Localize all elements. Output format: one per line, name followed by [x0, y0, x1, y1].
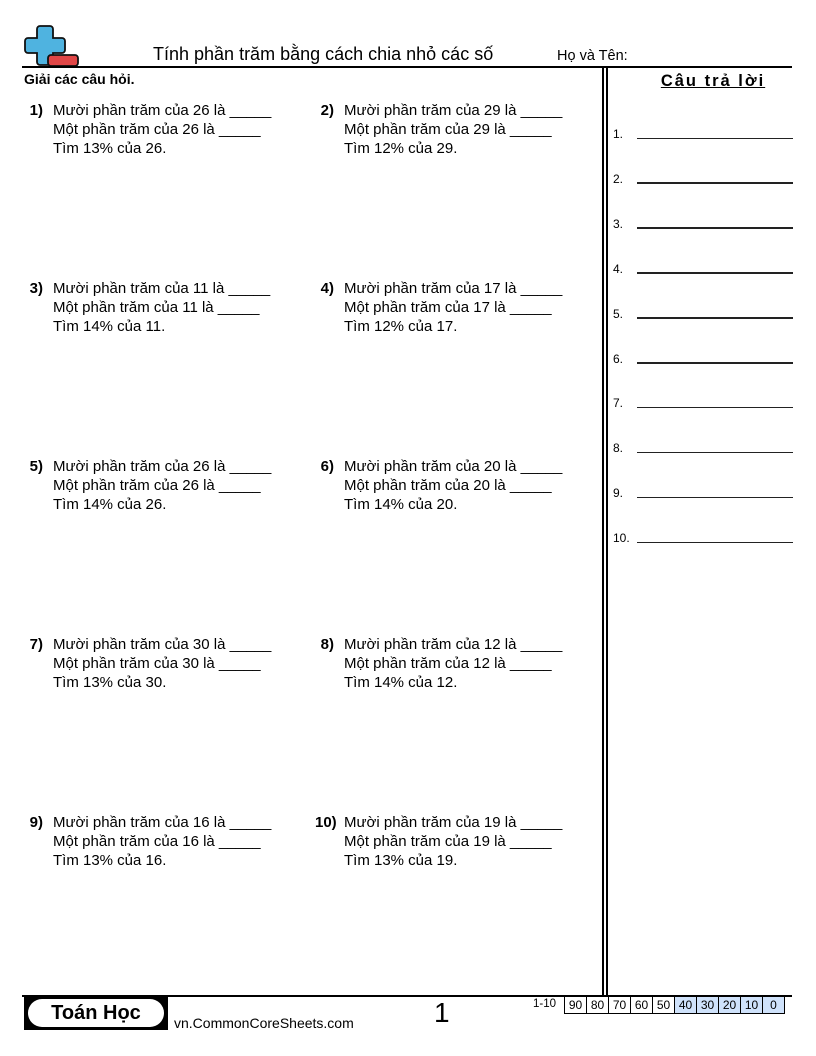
- answer-number: 4.: [613, 261, 624, 276]
- brand-badge: [24, 996, 168, 1030]
- answer-row: [613, 256, 793, 276]
- problem-text: Một phần trăm của 11 là _____: [53, 299, 260, 316]
- answer-number: 3.: [613, 216, 624, 231]
- problem-number: 2): [320, 102, 334, 119]
- brand-label: Toán Học: [28, 999, 164, 1027]
- answer-number: 9.: [613, 486, 624, 501]
- column-divider: [606, 68, 608, 996]
- answer-number: 5.: [613, 306, 624, 321]
- plus-minus-logo-icon: [24, 24, 80, 68]
- answer-row: [613, 121, 793, 141]
- score-cell: 0: [763, 997, 785, 1014]
- problem-text: Mười phần trăm của 26 là _____: [53, 102, 272, 119]
- answer-blank[interactable]: [637, 272, 793, 274]
- answer-blank[interactable]: [637, 227, 793, 229]
- problem-text: Một phần trăm của 16 là _____: [53, 833, 261, 850]
- answer-row: [613, 435, 793, 455]
- problem-text: Tìm 13% của 30.: [53, 674, 167, 691]
- answer-row: [613, 301, 793, 321]
- problem-text: Một phần trăm của 26 là _____: [53, 477, 261, 494]
- problem-text: Mười phần trăm của 17 là _____: [344, 280, 563, 297]
- problem-text: Tìm 13% của 19.: [344, 852, 458, 869]
- answers-title: Câu trả lời: [660, 72, 766, 90]
- problem-text: Một phần trăm của 26 là _____: [53, 121, 261, 138]
- problem-number: 10): [315, 814, 337, 831]
- problem-text: Mười phần trăm của 20 là _____: [344, 458, 563, 475]
- problem-text: Tìm 13% của 16.: [53, 852, 167, 869]
- problem-number: 9): [29, 814, 43, 831]
- problem-text: Tìm 14% của 12.: [344, 674, 458, 691]
- instructions: Giải các câu hỏi.: [24, 71, 135, 87]
- column-divider: [602, 68, 604, 996]
- score-cell: 90: [565, 997, 587, 1014]
- site-url: vn.CommonCoreSheets.com: [174, 1015, 354, 1031]
- problem-text: Mười phần trăm của 12 là _____: [344, 636, 563, 653]
- answer-blank[interactable]: [637, 497, 793, 499]
- problem-number: 4): [320, 280, 334, 297]
- score-cell: 10: [741, 997, 763, 1014]
- score-cell: 50: [653, 997, 675, 1014]
- problem-text: Mười phần trăm của 19 là _____: [344, 814, 563, 831]
- problem-text: Mười phần trăm của 11 là _____: [53, 280, 271, 297]
- problem-number: 8): [320, 636, 334, 653]
- problem-number: 6): [320, 458, 334, 475]
- answer-number: 10.: [613, 531, 630, 546]
- problem-text: Tìm 14% của 11.: [53, 318, 166, 335]
- problem-text: Một phần trăm của 17 là _____: [344, 299, 552, 316]
- problem-text: Tìm 12% của 17.: [344, 318, 458, 335]
- problem-text: Một phần trăm của 30 là _____: [53, 655, 261, 672]
- answer-number: 8.: [613, 441, 624, 456]
- problem-text: Mười phần trăm của 26 là _____: [53, 458, 272, 475]
- answer-row: [613, 525, 793, 545]
- answer-row: [613, 390, 793, 410]
- answer-number: 6.: [613, 351, 624, 366]
- answer-blank[interactable]: [637, 452, 793, 454]
- answer-blank[interactable]: [637, 407, 793, 409]
- answer-number: 2.: [613, 171, 624, 186]
- problem-text: Một phần trăm của 19 là _____: [344, 833, 552, 850]
- problem-number: 7): [29, 636, 43, 653]
- score-range-label: 1-10: [533, 998, 557, 1010]
- answer-blank[interactable]: [637, 362, 793, 364]
- problem-number: 5): [29, 458, 43, 475]
- score-cell: 70: [609, 997, 631, 1014]
- worksheet-title: Tính phần trăm bằng cách chia nhỏ các số: [153, 44, 494, 64]
- page-number: 1: [434, 997, 450, 1028]
- problem-text: Tìm 14% của 26.: [53, 496, 167, 513]
- answer-row: [613, 346, 793, 366]
- name-label: Họ và Tên:: [557, 48, 628, 64]
- problem-text: Tìm 12% của 29.: [344, 140, 458, 157]
- answer-row: [613, 166, 793, 186]
- problem-text: Một phần trăm của 20 là _____: [344, 477, 552, 494]
- score-row: [565, 997, 785, 1014]
- answer-number: 7.: [613, 396, 624, 411]
- problem-text: Mười phần trăm của 30 là _____: [53, 636, 272, 653]
- answer-row: [613, 480, 793, 500]
- answer-blank[interactable]: [637, 317, 793, 319]
- score-cell: 30: [697, 997, 719, 1014]
- header-divider: [22, 66, 792, 68]
- problem-number: 3): [29, 280, 43, 297]
- score-cell: 80: [587, 997, 609, 1014]
- answer-row: [613, 211, 793, 231]
- answer-blank[interactable]: [637, 542, 793, 544]
- score-cell: 40: [675, 997, 697, 1014]
- problem-text: Mười phần trăm của 29 là _____: [344, 102, 563, 119]
- problem-text: Một phần trăm của 12 là _____: [344, 655, 552, 672]
- score-table: [564, 996, 785, 1014]
- problem-text: Một phần trăm của 29 là _____: [344, 121, 552, 138]
- problem-text: Tìm 13% của 26.: [53, 140, 167, 157]
- answer-blank[interactable]: [637, 138, 793, 140]
- answer-number: 1.: [613, 127, 624, 141]
- score-cell: 20: [719, 997, 741, 1014]
- score-cell: 60: [631, 997, 653, 1014]
- problem-number: 1): [29, 102, 43, 119]
- answer-blank[interactable]: [637, 182, 793, 184]
- problem-text: Mười phần trăm của 16 là _____: [53, 814, 272, 831]
- problem-text: Tìm 14% của 20.: [344, 496, 458, 513]
